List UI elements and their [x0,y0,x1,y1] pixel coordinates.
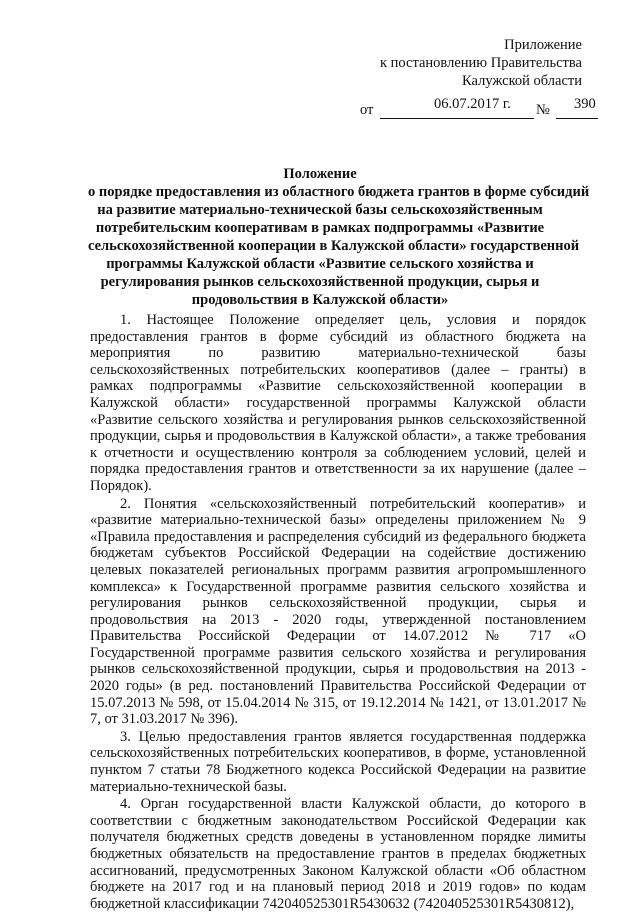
number-sign: № [536,102,550,118]
title-line: на развитие материально-технической базы сельскохозяйственным [97,202,543,218]
document-title [88,165,590,309]
appendix-line: к постановлению Правительства [380,55,582,71]
date-number-line [360,96,600,120]
title-line: программы Калужской области «Развитие сельского хозяйства и [106,256,534,272]
date-value: 06.07.2017 г. [434,96,511,112]
title-line: регулирования рынков сельскохозяйственной продукции, сырья и [100,274,540,290]
paragraph-1: 1. Настоящее Положение определяет цель, условия и порядок предоставления грантов в форме субсидий из областного бюджета на мероприятия по развитию материально-технической базы сельскохозяйственных потребительских кооперативов (далее – гранты) в рамках подпрограммы «Развитие сельскохозяйственной кооперации в Калужской области» государственной программы Калужской области «Развитие сельского хозяйства и регулирования рынков сельскохозяйственной продукции, сырья и продовольствия в Калужской области», а также требования к отчетности и осуществлению контроля за соблюдением условий, целей и порядка предоставления грантов и ответственности за их нарушение (далее – Порядок). [90,312,586,494]
paragraph-2: 2. Понятия «сельскохозяйственный потребительский кооператив» и «развитие материально-технической базы» определены приложением № 9 «Правила предоставления и распределения субсидий из федерального бюджета бюджетам субъектов Российской Федерации на содействие достижению целевых показателей региональных программ развития агропромышленного комплекса» к Государственной программе развития сельского хозяйства и регулирования рынков сельскохозяйственной продукции, сырья и продовольствия на 2013 - 2020 годы, утвержденной постановлением Правительства Российской Федерации от 14.07.2012 № 717 «О Государственной программе развития сельского хозяйства и регулирования рынков сельскохозяйственной продукции, сырья и продовольствия на 2013 - 2020 годы» (в ред. постановлений Правительства Российской Федерации от 15.07.2013 № 598, от 15.04.2014 № 315, от 19.12.2014 № 1421, от 13.01.2017 № 7, от 31.03.2017 № 396). [90,495,586,728]
paragraph-4: 4. Орган государственной власти Калужской области, до которого в соответствии с бюджетным законодательством Российской Федерации как получателя бюджетных средств доведены в установленном порядке лимиты бюджетных обязательств на предоставление грантов в пределах бюджетных ассигнований, предусмотренных Законом Калужской области «Об областном бюджете на 2017 год и на плановый период 2018 и 2019 годов» по кодам бюджетной классификации 742040525301R5430632 (742040525301R5430812), [90,796,586,912]
title-line: продовольствия в Калужской области» [191,292,449,308]
number-underline [556,118,598,119]
title-line: потребительским кооперативам в рамках подпрограммы «Развитие [95,220,545,236]
appendix-block [360,36,582,90]
appendix-line: Приложение [504,37,582,53]
title-line: Положение [283,166,357,182]
title-line: сельскохозяйственной кооперации в Калужской области» государственной [88,238,580,254]
document-body [90,312,586,913]
date-underline [380,118,534,119]
appendix-line: Калужской области [462,73,582,89]
number-value: 390 [574,96,596,112]
paragraph-3: 3. Целью предоставления грантов является государственная поддержка сельскохозяйственных потребительских кооперативов, в форме, установленной пунктом 7 статьи 78 Бюджетного кодекса Российской Федерации на развитие материально-технической базы. [90,728,586,795]
date-prefix: от [360,102,374,118]
title-line: о порядке предоставления из областного бюджета грантов в форме субсидий [88,184,590,200]
